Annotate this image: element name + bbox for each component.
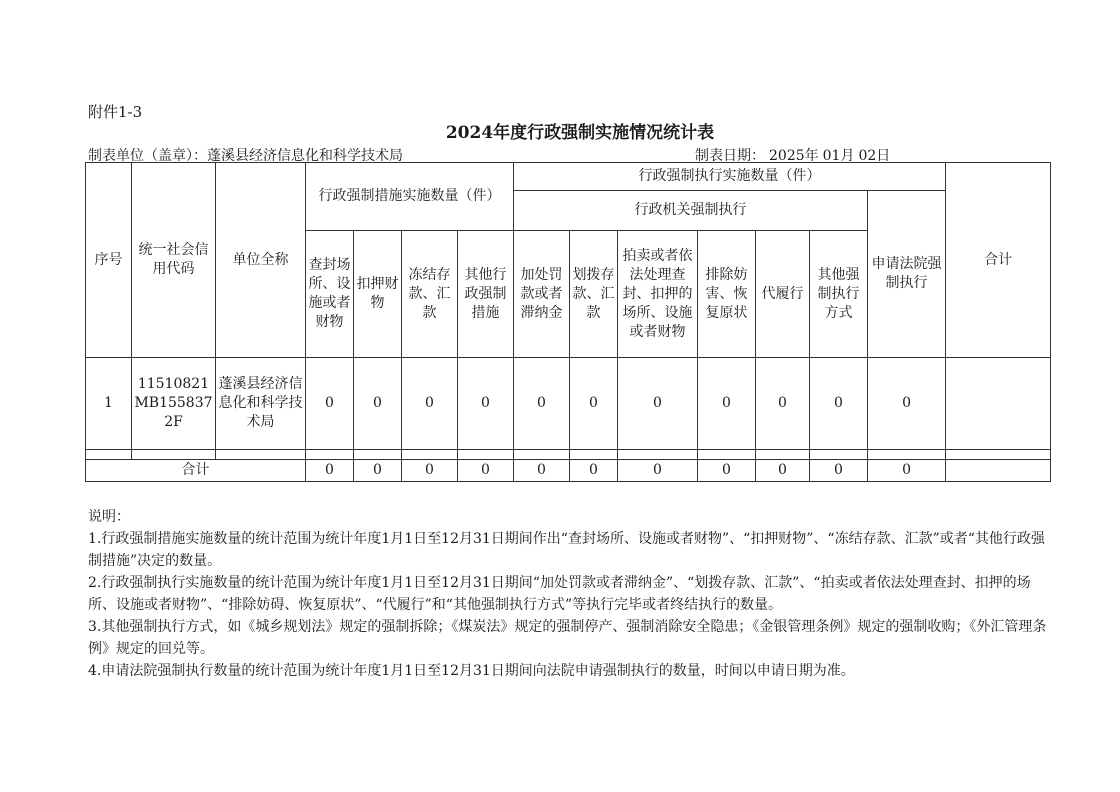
- row-freeze: 0: [402, 358, 458, 450]
- total-transfer: 0: [570, 460, 618, 482]
- row-seize: 0: [354, 358, 402, 450]
- total-remove: 0: [698, 460, 756, 482]
- header-total: 合计: [946, 163, 1051, 358]
- notes-heading: 说明：: [88, 509, 130, 525]
- blank-cell: [132, 450, 216, 460]
- note-item: 3.其他强制执行方式，如《城乡规划法》规定的强制拆除；《煤炭法》规定的强制停产、强制消除安全隐患；《金银管理条例》规定的强制收购；《外汇管理条例》规定的回兑等。: [88, 619, 1047, 657]
- row-credit-code: 11510821MB1558372F: [132, 358, 216, 450]
- total-court: 0: [868, 460, 946, 482]
- blank-row: [86, 450, 1051, 460]
- note-item: 4.申请法院强制执行数量的统计范围为统计年度1月1日至12月31日期间向法院申请强制执行的数量，时间以申请日期为准。: [88, 663, 855, 679]
- row-proxy: 0: [756, 358, 810, 450]
- row-seal: 0: [306, 358, 354, 450]
- header-execution-group: 行政强制执行实施数量（件）: [514, 163, 946, 191]
- note-item: 2.行政强制执行实施数量的统计范围为统计年度1月1日至12月31日期间“加处罚款或者滞纳金”、“划拨存款、汇款”、“拍卖或者依法处理查封、扣押的场所、设施或者财物”、“排除妨碍、恢复原状”、“代履行”和“其他强制执行方式”等执行完毕或者终结执行的数量。: [88, 575, 1031, 613]
- total-other-exec: 0: [810, 460, 868, 482]
- row-remove: 0: [698, 358, 756, 450]
- total-seal: 0: [306, 460, 354, 482]
- header-seq: 序号: [86, 163, 132, 358]
- header-penalty: 加处罚款或者滞纳金: [514, 231, 570, 358]
- total-row: [86, 460, 1051, 482]
- header-unit-full-name: 单位全称: [216, 163, 306, 358]
- blank-cell: [354, 450, 402, 460]
- blank-cell: [698, 450, 756, 460]
- page-title: 2024年度行政强制实施情况统计表: [445, 123, 715, 143]
- date-year: 2025年: [769, 148, 819, 164]
- statistics-table: [85, 162, 1051, 482]
- header-credit-code: 统一社会信用代码: [132, 163, 216, 358]
- date-label: 制表日期：: [695, 148, 765, 164]
- header-remove: 排除妨害、恢复原状: [698, 231, 756, 358]
- total-total: [946, 460, 1051, 482]
- date-day: 02日: [858, 148, 891, 164]
- blank-cell: [458, 450, 514, 460]
- note-item: 1.行政强制措施实施数量的统计范围为统计年度1月1日至12月31日期间作出“查封场所、设施或者财物”、“扣押财物”、“冻结存款、汇款”或者“其他行政强制措施”决定的数量。: [88, 531, 1045, 569]
- row-auction: 0: [618, 358, 698, 450]
- header-freeze: 冻结存款、汇款: [402, 231, 458, 358]
- header-measures-group: 行政强制措施实施数量（件）: [306, 163, 514, 231]
- unit-name: 蓬溪县经济信息化和科学技术局: [207, 148, 403, 164]
- total-seize: 0: [354, 460, 402, 482]
- total-freeze: 0: [402, 460, 458, 482]
- total-proxy: 0: [756, 460, 810, 482]
- blank-cell: [86, 450, 132, 460]
- blank-cell: [810, 450, 868, 460]
- header-seal: 查封场所、设施或者财物: [306, 231, 354, 358]
- blank-cell: [570, 450, 618, 460]
- blank-cell: [514, 450, 570, 460]
- total-penalty: 0: [514, 460, 570, 482]
- header-transfer: 划拨存款、汇款: [570, 231, 618, 358]
- unit-label: 制表单位（盖章）：: [88, 148, 207, 164]
- total-label: 合计: [86, 460, 306, 482]
- blank-cell: [868, 450, 946, 460]
- notes-section: [88, 506, 1048, 682]
- blank-cell: [306, 450, 354, 460]
- blank-cell: [402, 450, 458, 460]
- header-seize: 扣押财物: [354, 231, 402, 358]
- total-auction: 0: [618, 460, 698, 482]
- header-other-exec: 其他强制执行方式: [810, 231, 868, 358]
- row-total: [946, 358, 1051, 450]
- blank-cell: [618, 450, 698, 460]
- header-admin-execution: 行政机关强制执行: [514, 191, 868, 231]
- date-month: 01月: [822, 148, 855, 164]
- blank-cell: [756, 450, 810, 460]
- header-auction: 拍卖或者依法处理查封、扣押的场所、设施或者财物: [618, 231, 698, 358]
- header-other-measures: 其他行政强制措施: [458, 231, 514, 358]
- row-unit-full-name: 蓬溪县经济信息化和科学技术局: [216, 358, 306, 450]
- header-proxy: 代履行: [756, 231, 810, 358]
- row-penalty: 0: [514, 358, 570, 450]
- header-court: 申请法院强制执行: [868, 191, 946, 358]
- row-court: 0: [868, 358, 946, 450]
- attachment-label: 附件1-3: [88, 103, 143, 121]
- total-other-measures: 0: [458, 460, 514, 482]
- row-other-measures: 0: [458, 358, 514, 450]
- table-row: [86, 358, 1051, 450]
- blank-cell: [216, 450, 306, 460]
- header-row-1: [86, 163, 1051, 191]
- row-seq: 1: [86, 358, 132, 450]
- blank-cell: [946, 450, 1051, 460]
- row-other-exec: 0: [810, 358, 868, 450]
- row-transfer: 0: [570, 358, 618, 450]
